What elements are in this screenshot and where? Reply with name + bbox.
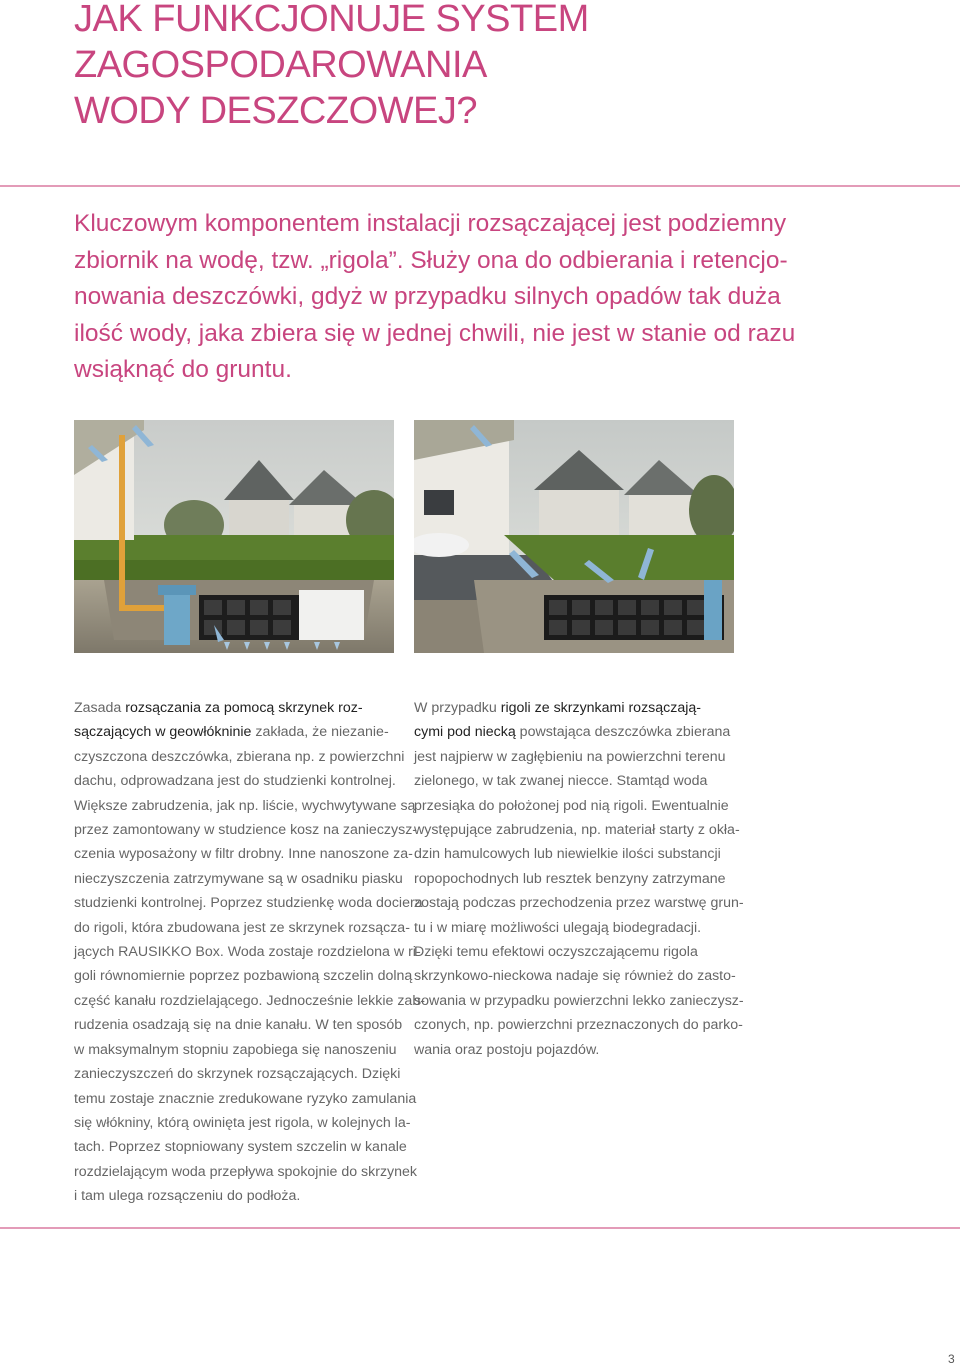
text-line: zielonego, w tak zwanej niecce. Stamtąd woda: [414, 773, 708, 790]
bottom-divider: [0, 1227, 960, 1229]
text-line: [414, 720, 734, 744]
page-title: [74, 0, 934, 134]
text-line: sowania w przypadku powierzchni lekko zanieczysz-: [414, 992, 744, 1009]
lead-line: nowania deszczówki, gdyż w przypadku silnych opadów tak duża: [74, 283, 781, 310]
text-line: do rigoli, która zbudowana jest ze skrzynek rozsącza-: [74, 919, 410, 936]
lead-line: ilość wody, jaka zbiera się w jednej chwili, nie jest w stanie od razu: [74, 319, 796, 347]
text-line: jących RAUSIKKO Box. Woda zostaje rozdzielona w ri-: [74, 944, 421, 961]
text-line: czenia wyposażony w filtr drobny. Inne nanoszone za-: [74, 846, 413, 863]
text-line: goli równomiernie poprzez pozbawioną szczelin dolną: [74, 968, 413, 985]
text-line: występujące zabrudzenia, np. materiał starty z okła-: [414, 822, 740, 839]
swale-crates-drawing: [414, 420, 734, 653]
bold-run: rozsączania za pomocą skrzynek roz-: [125, 700, 363, 716]
lead-line: Kluczowym komponentem instalacji rozsączającej jest podziemny: [74, 210, 787, 237]
infiltration-crates-drawing: [74, 420, 394, 653]
top-divider: [0, 185, 960, 187]
text-line: i tam ulega rozsączeniu do podłoża.: [74, 1188, 301, 1205]
text-line: [74, 720, 394, 744]
text-line: rozdzielającym woda przepływa spokojnie do skrzynek: [74, 1163, 418, 1180]
text-line: [414, 696, 734, 720]
text-line: ropopochodnych lub resztek benzyny zatrzymane: [414, 870, 726, 887]
text-line: jest najpierw w zagłębieniu na powierzchni terenu: [414, 748, 726, 765]
text-line: temu zostaje znacznie zredukowane ryzyko zamulania: [74, 1090, 417, 1107]
left-column-text: [74, 696, 425, 1209]
lead-line: wsiąknąć do gruntu.: [74, 356, 292, 383]
swale-crates-illustration: [414, 420, 734, 653]
text-line: zostają podczas przechodzenia przez warstwę grun-: [414, 895, 744, 912]
text-line: tu i w miarę możliwości ulegają biodegradacji.: [414, 919, 702, 936]
text-line: rudzenia osadzają się na dnie kanału. W ten sposób: [74, 1017, 403, 1034]
bold-run: sączających w geowłókninie: [74, 724, 252, 741]
text-run: W przypadku: [414, 700, 501, 716]
page-title-line-1: JAK FUNKCJONUJE SYSTEM ZAGOSPODAROWANIA: [74, 0, 589, 86]
text-line: dzin hamulcowych lub niewielkie ilości substancji: [414, 846, 721, 863]
text-line: przesiąka do położonej pod nią rigoli. Ewentualnie: [414, 797, 729, 814]
text-line: Dzięki temu efektowi oczyszczającemu rigola: [414, 944, 698, 961]
lead-paragraph: [74, 206, 796, 389]
page-number: 3: [948, 1352, 955, 1366]
text-line: część kanału rozdzielającego. Jednocześnie lekkie zab-: [74, 992, 425, 1009]
text-line: tach. Poprzez stopniowany system szczelin w kanale: [74, 1139, 407, 1156]
bold-run: rigoli ze skrzynkami rozsączają-: [500, 700, 701, 716]
bold-run: cymi pod niecką: [414, 724, 516, 741]
page-title-line-2: WODY DESZCZOWEJ?: [74, 90, 477, 132]
text-line: studzienki kontrolnej. Poprzez studzienkę woda dociera: [74, 895, 423, 912]
text-run: powstająca deszczówka zbierana: [515, 724, 731, 741]
text-line: wania oraz postoju pojazdów.: [414, 1041, 600, 1058]
infiltration-crates-illustration: [74, 420, 394, 653]
text-line: zanieczyszczeń do skrzynek rozsączających. Dzięki: [74, 1066, 401, 1083]
text-line: czonych, np. powierzchni przeznaczonych do parko-: [414, 1017, 743, 1034]
text-line: dachu, odprowadzana jest do studzienki kontrolnej.: [74, 773, 396, 790]
text-line: przez zamontowany w studzience kosz na zanieczysz-: [74, 822, 418, 839]
text-run: Zasada: [74, 700, 126, 716]
right-column-text: [414, 696, 744, 1062]
lead-line: zbiornik na wodę, tzw. „rigola”. Służy ona do odbierania i retencjo-: [74, 246, 788, 274]
text-line: [74, 696, 394, 720]
text-line: czyszczona deszczówka, zbierana np. z powierzchni: [74, 748, 405, 765]
text-line: skrzynkowo-nieckowa nadaje się również do zasto-: [414, 968, 736, 985]
text-line: nieczyszczenia zatrzymywane są w osadniku piasku: [74, 870, 403, 887]
text-line: Większe zabrudzenia, jak np. liście, wychwytywane są: [74, 797, 416, 814]
text-run: zakłada, że niezanie-: [251, 724, 389, 741]
text-line: w maksymalnym stopniu zapobiega się nanoszeniu: [74, 1041, 397, 1058]
text-line: się włókniny, którą owinięta jest rigola, w kolejnych la-: [74, 1114, 411, 1131]
